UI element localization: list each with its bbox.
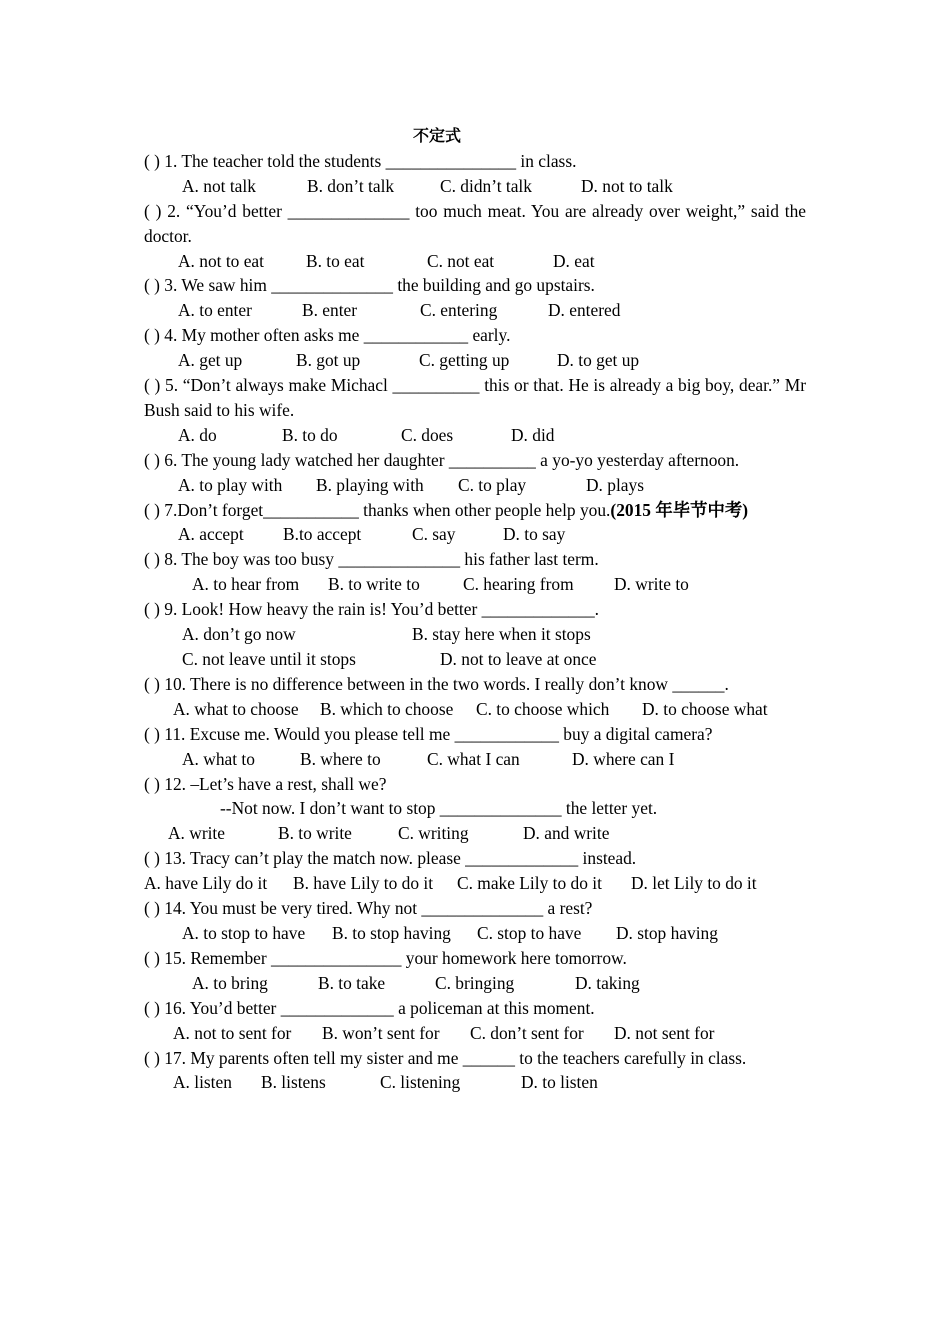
- option-d: D. entered: [548, 300, 621, 321]
- option-c: C. does: [401, 424, 454, 445]
- option-b: B. listens: [261, 1072, 326, 1093]
- option-d: D. taking: [575, 972, 640, 993]
- option-c: C. say: [412, 524, 456, 545]
- option-a: A. have Lily do it: [144, 873, 268, 894]
- option-c: C. don’t sent for: [470, 1022, 584, 1043]
- option-d: D. not sent for: [614, 1022, 715, 1043]
- option-c: C. stop to have: [477, 922, 582, 943]
- option-a: A. not to eat: [178, 250, 264, 271]
- option-b: B. stay here when it stops: [412, 624, 591, 645]
- question-15: ( ) 15. Remember _______________ your homework here tomorrow.: [144, 947, 627, 968]
- option-b: B. playing with: [316, 474, 424, 495]
- option-c: C. getting up: [419, 350, 510, 371]
- question-8: ( ) 8. The boy was too busy ______________ his father last term.: [144, 549, 599, 570]
- option-d: D. not to leave at once: [440, 649, 597, 670]
- option-a: A. do: [178, 424, 217, 445]
- options-12: [144, 821, 806, 846]
- question-12-reply: --Not now. I don’t want to stop ______________ the letter yet.: [220, 798, 658, 819]
- option-d: D. did: [511, 424, 555, 445]
- option-b: B.to accept: [283, 524, 362, 545]
- option-c: C. writing: [398, 823, 469, 844]
- options-9-row-2: [144, 647, 806, 672]
- option-b: B. to write to: [328, 574, 420, 595]
- question-4: ( ) 4. My mother often asks me ____________ early.: [144, 325, 511, 346]
- option-a: A. accept: [178, 524, 244, 545]
- question-9: ( ) 9. Look! How heavy the rain is! You’d better _____________.: [144, 599, 599, 620]
- option-c: C. listening: [380, 1072, 461, 1093]
- option-a: A. to bring: [192, 972, 268, 993]
- option-b: B. got up: [296, 350, 361, 371]
- question-7: [144, 498, 806, 523]
- option-b: B. don’t talk: [307, 175, 395, 196]
- options-16: [144, 1021, 806, 1046]
- question-13: ( ) 13. Tracy can’t play the match now. please _____________ instead.: [144, 848, 637, 869]
- option-c: C. what I can: [427, 748, 520, 769]
- options-14: [144, 921, 806, 946]
- question-7-text: ( ) 7.Don’t forget___________ thanks when other people help you.: [144, 499, 611, 520]
- options-10: [144, 697, 806, 722]
- option-c: C. make Lily to do it: [457, 873, 602, 894]
- option-a: A. to stop to have: [182, 922, 306, 943]
- option-b: B. to eat: [306, 250, 365, 271]
- option-b: B. won’t sent for: [322, 1022, 440, 1043]
- option-c: C. bringing: [435, 972, 515, 993]
- options-1: [144, 174, 806, 199]
- option-a: A. to hear from: [192, 574, 300, 595]
- options-4: [144, 348, 806, 373]
- question-1: ( ) 1. The teacher told the students _______________ in class.: [144, 150, 577, 171]
- option-d: D. where can I: [572, 748, 675, 769]
- option-b: B. which to choose: [320, 698, 454, 719]
- question-14: ( ) 14. You must be very tired. Why not ______________ a rest?: [144, 898, 593, 919]
- option-d: D. to say: [503, 524, 566, 545]
- option-d: D. stop having: [616, 922, 718, 943]
- options-17: [144, 1070, 806, 1095]
- option-d: D. to choose what: [642, 698, 768, 719]
- question-12: ( ) 12. –Let’s have a rest, shall we?: [144, 773, 387, 794]
- options-6: [144, 473, 806, 498]
- options-8: [144, 572, 806, 597]
- option-b: B. to take: [318, 972, 386, 993]
- question-16: ( ) 16. You’d better _____________ a policeman at this moment.: [144, 997, 595, 1018]
- option-d: D. to listen: [521, 1072, 598, 1093]
- option-d: D. not to talk: [581, 175, 673, 196]
- options-15: [144, 971, 806, 996]
- option-c: C. not leave until it stops: [182, 649, 356, 670]
- option-b: B. to write: [278, 823, 352, 844]
- options-13: [144, 871, 806, 896]
- option-c: C. didn’t talk: [440, 175, 532, 196]
- question-2: ( ) 2. “You’d better ______________ too much meat. You are already over weight,” said the doctor.: [144, 200, 806, 246]
- option-d: D. and write: [523, 823, 610, 844]
- question-10: ( ) 10. There is no difference between in the two words. I really don’t know ______.: [144, 673, 729, 694]
- options-11: [144, 747, 806, 772]
- option-d: D. to get up: [557, 350, 640, 371]
- option-a: A. not to sent for: [173, 1022, 292, 1043]
- options-2: [144, 249, 806, 274]
- option-b: B. where to: [300, 748, 381, 769]
- page-title: 不定式: [412, 126, 461, 145]
- options-7: [144, 522, 806, 547]
- option-a: A. what to: [182, 748, 255, 769]
- option-d: D. write to: [614, 574, 689, 595]
- option-d: D. let Lily to do it: [631, 873, 757, 894]
- option-a: A. to enter: [178, 300, 252, 321]
- option-c: C. to choose which: [476, 698, 610, 719]
- question-3: ( ) 3. We saw him ______________ the building and go upstairs.: [144, 275, 595, 296]
- options-3: [144, 298, 806, 323]
- worksheet: [144, 124, 806, 1095]
- option-b: B. enter: [302, 300, 358, 321]
- option-b: B. to stop having: [332, 922, 451, 943]
- question-5: ( ) 5. “Don’t always make Michacl __________ this or that. He is already a big boy, dear.” Mr Bush said to his wife.: [144, 375, 806, 420]
- option-a: A. to play with: [178, 474, 283, 495]
- option-c: C. entering: [420, 300, 498, 321]
- option-a: A. get up: [178, 350, 243, 371]
- option-a: A. not talk: [182, 175, 256, 196]
- option-d: D. plays: [586, 474, 644, 495]
- option-d: D. eat: [553, 250, 595, 271]
- option-b: B. have Lily to do it: [293, 873, 434, 894]
- question-11: ( ) 11. Excuse me. Would you please tell me ____________ buy a digital camera?: [144, 723, 713, 744]
- question-6: ( ) 6. The young lady watched her daughter __________ a yo-yo yesterday afternoon.: [144, 449, 740, 470]
- question-7-note: (2015 年毕节中考): [610, 499, 749, 520]
- option-c: C. to play: [458, 474, 527, 495]
- options-9-row-1: [144, 622, 806, 647]
- option-a: A. what to choose: [173, 698, 299, 719]
- option-b: B. to do: [282, 424, 338, 445]
- option-c: C. hearing from: [463, 574, 574, 595]
- question-17: ( ) 17. My parents often tell my sister and me ______ to the teachers carefully in class.: [144, 1047, 747, 1068]
- option-a: A. don’t go now: [182, 624, 296, 645]
- option-c: C. not eat: [427, 250, 495, 271]
- options-5: [144, 423, 806, 448]
- option-a: A. listen: [173, 1072, 232, 1093]
- option-a: A. write: [168, 823, 225, 844]
